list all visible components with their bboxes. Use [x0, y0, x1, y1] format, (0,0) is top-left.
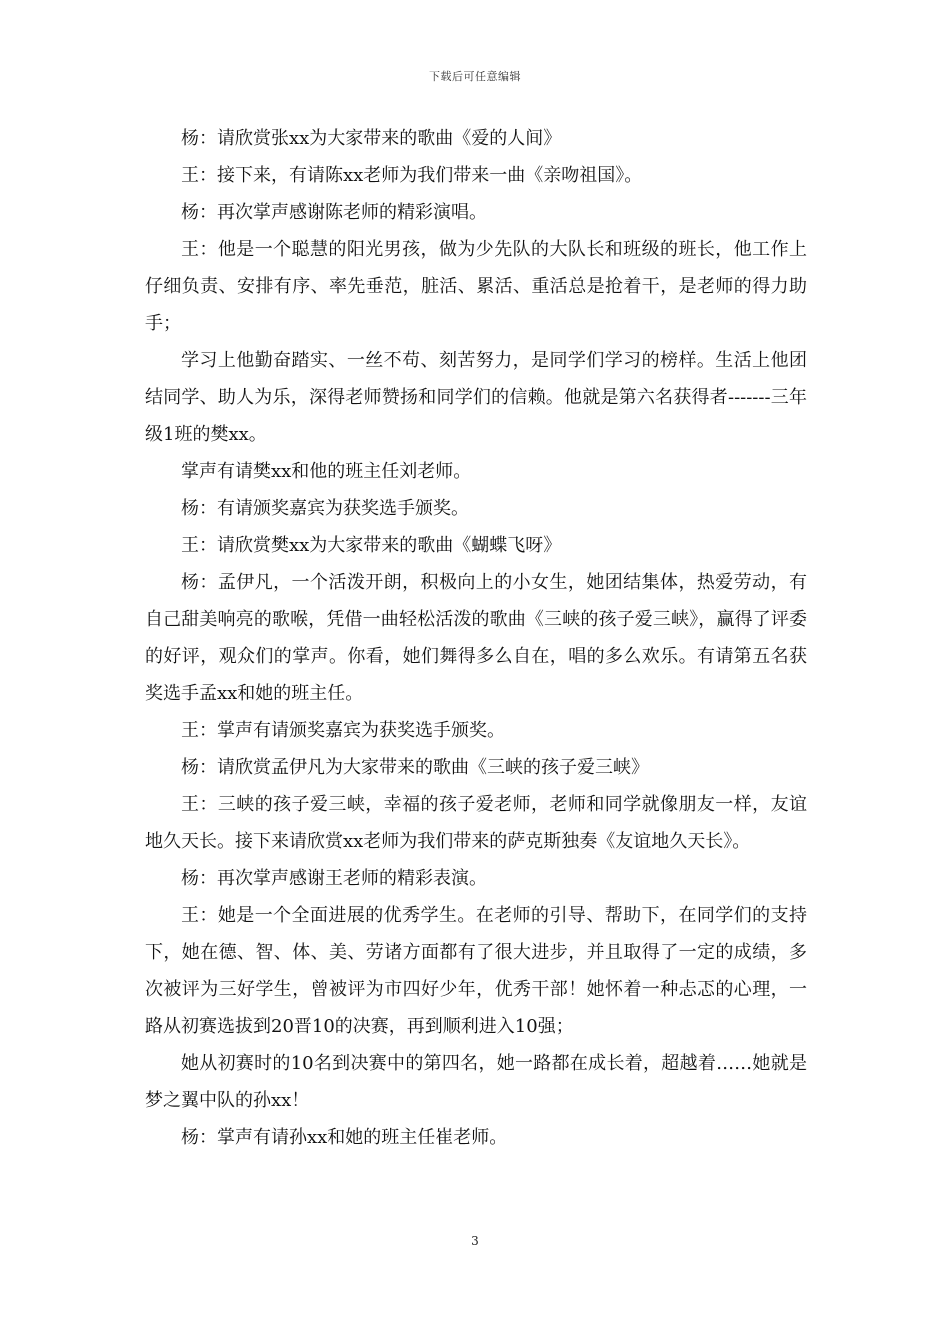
paragraph: 王：接下来，有请陈xx老师为我们带来一曲《亲吻祖国》。 — [181, 165, 643, 186]
paragraph: 她从初赛时的10名到决赛中的第四名，她一路都在成长着，超越着……她就是梦之翼中队的孙xx！ — [145, 1053, 807, 1111]
paragraph: 杨：再次掌声感谢王老师的精彩表演。 — [181, 868, 487, 889]
paragraph: 杨：孟伊凡，一个活泼开朗，积极向上的小女生，她团结集体，热爱劳动，有自己甜美响亮的歌喉，凭借一曲轻松活泼的歌曲《三峡的孩子爱三峡》，赢得了评委的好评，观众们的掌声。你看，她们舞得多么自在，唱的多么欢乐。有请第五名获奖选手孟xx和她的班主任。 — [145, 572, 807, 704]
paragraph: 学习上他勤奋踏实、一丝不苟、刻苦努力，是同学们学习的榜样。生活上他团结同学、助人为乐，深得老师赞扬和同学们的信赖。他就是第六名获得者-------三年级1班的樊xx。 — [145, 350, 807, 445]
paragraph: 王：请欣赏樊xx为大家带来的歌曲《蝴蝶飞呀》 — [181, 535, 562, 556]
paragraph: 杨：有请颁奖嘉宾为获奖选手颁奖。 — [181, 498, 469, 519]
paragraph: 掌声有请樊xx和他的班主任刘老师。 — [181, 461, 472, 482]
paragraph: 杨：请欣赏孟伊凡为大家带来的歌曲《三峡的孩子爱三峡》 — [181, 757, 649, 778]
paragraph: 王：三峡的孩子爱三峡，幸福的孩子爱老师，老师和同学就像朋友一样，友谊地久天长。接下来请欣赏xx老师为我们带来的萨克斯独奏《友谊地久天长》。 — [145, 794, 807, 852]
document-body — [145, 120, 807, 1156]
page-number: 3 — [471, 1234, 479, 1248]
paragraph: 王：掌声有请颁奖嘉宾为获奖选手颁奖。 — [181, 720, 505, 741]
paragraph: 王：他是一个聪慧的阳光男孩，做为少先队的大队长和班级的班长，他工作上仔细负责、安排有序、率先垂范，脏活、累活、重活总是抢着干，是老师的得力助手； — [145, 239, 807, 334]
paragraph: 王：她是一个全面进展的优秀学生。在老师的引导、帮助下，在同学们的支持下，她在德、智、体、美、劳诸方面都有了很大进步，并且取得了一定的成绩，多次被评为三好学生，曾被评为市四好少年，优秀干部！她怀着一种忐忑的心理，一路从初赛选拔到20晋10的决赛，再到顺利进入10强； — [145, 905, 807, 1037]
paragraph: 杨：掌声有请孙xx和她的班主任崔老师。 — [181, 1127, 508, 1148]
paragraph: 杨：再次掌声感谢陈老师的精彩演唱。 — [181, 202, 487, 223]
paragraph: 杨：请欣赏张xx为大家带来的歌曲《爱的人间》 — [181, 128, 562, 149]
page-header: 下载后可任意编辑 — [429, 70, 521, 83]
